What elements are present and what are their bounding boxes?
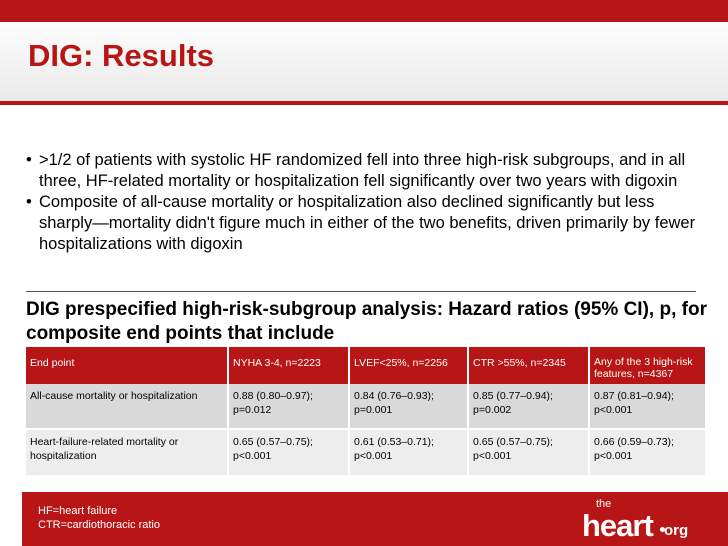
footnotes <box>38 504 160 532</box>
theheart-logo <box>582 498 716 542</box>
table-cell: 0.61 (0.53–0.71); p<0.001 <box>349 429 468 475</box>
footnote: HF=heart failure <box>38 505 118 517</box>
table-row <box>26 384 705 429</box>
footnote: CTR=cardiothoracic ratio <box>38 519 160 531</box>
table-cell: 0.65 (0.57–0.75); p<0.001 <box>468 429 589 475</box>
header-any-risk: Any of the 3 high-risk features, n=4367 <box>589 347 705 384</box>
hazard-ratio-table <box>26 347 705 475</box>
header-lvef: LVEF<25%, n=2256 <box>349 347 468 384</box>
title-band <box>0 22 728 102</box>
footer-bar <box>22 492 728 546</box>
section-divider <box>26 291 696 292</box>
slide-title: DIG: Results <box>28 38 215 73</box>
header-nyha: NYHA 3-4, n=2223 <box>228 347 349 384</box>
bullet-list <box>26 150 706 255</box>
table-cell: 0.66 (0.59–0.73); p<0.001 <box>589 429 705 475</box>
top-accent-bar <box>0 0 728 22</box>
table-header-row <box>26 347 705 384</box>
bullet-text: Composite of all-cause mortality or hospitalization also declined significantly but less sharply—mortality didn't figure much in either of the two benefits, driven primarily by fewer hospitalizations with digoxin <box>39 193 696 253</box>
logo-the: the <box>596 498 612 510</box>
table-cell: 0.88 (0.80–0.97); p=0.012 <box>228 384 349 429</box>
logo-org: org <box>664 522 689 539</box>
title-divider <box>0 101 728 105</box>
table-cell: All-cause mortality or hospitalization <box>26 384 228 429</box>
table-cell: 0.65 (0.57–0.75); p<0.001 <box>228 429 349 475</box>
header-endpoint: End point <box>26 347 228 384</box>
table-cell: Heart-failure-related mortality or hospitalization <box>26 429 228 475</box>
bullet-text: >1/2 of patients with systolic HF randomized fell into three high-risk subgroups, and in all three, HF-related mortality or hospitalization fell significantly over two years with digoxin <box>39 151 686 190</box>
table-heading: DIG prespecified high-risk-subgroup analysis: Hazard ratios (95% CI), p, for composite end points that include <box>26 299 707 344</box>
table-cell: 0.84 (0.76–0.93); p=0.001 <box>349 384 468 429</box>
logo-heart: heart <box>582 508 653 543</box>
bullet-glyph: • <box>26 193 32 211</box>
table-cell: 0.87 (0.81–0.94); p<0.001 <box>589 384 705 429</box>
table-row <box>26 429 705 475</box>
bullet-item <box>26 150 706 192</box>
bullet-glyph: • <box>26 151 32 169</box>
table-cell: 0.85 (0.77–0.94); p=0.002 <box>468 384 589 429</box>
bullet-item <box>26 192 706 255</box>
header-ctr: CTR >55%, n=2345 <box>468 347 589 384</box>
